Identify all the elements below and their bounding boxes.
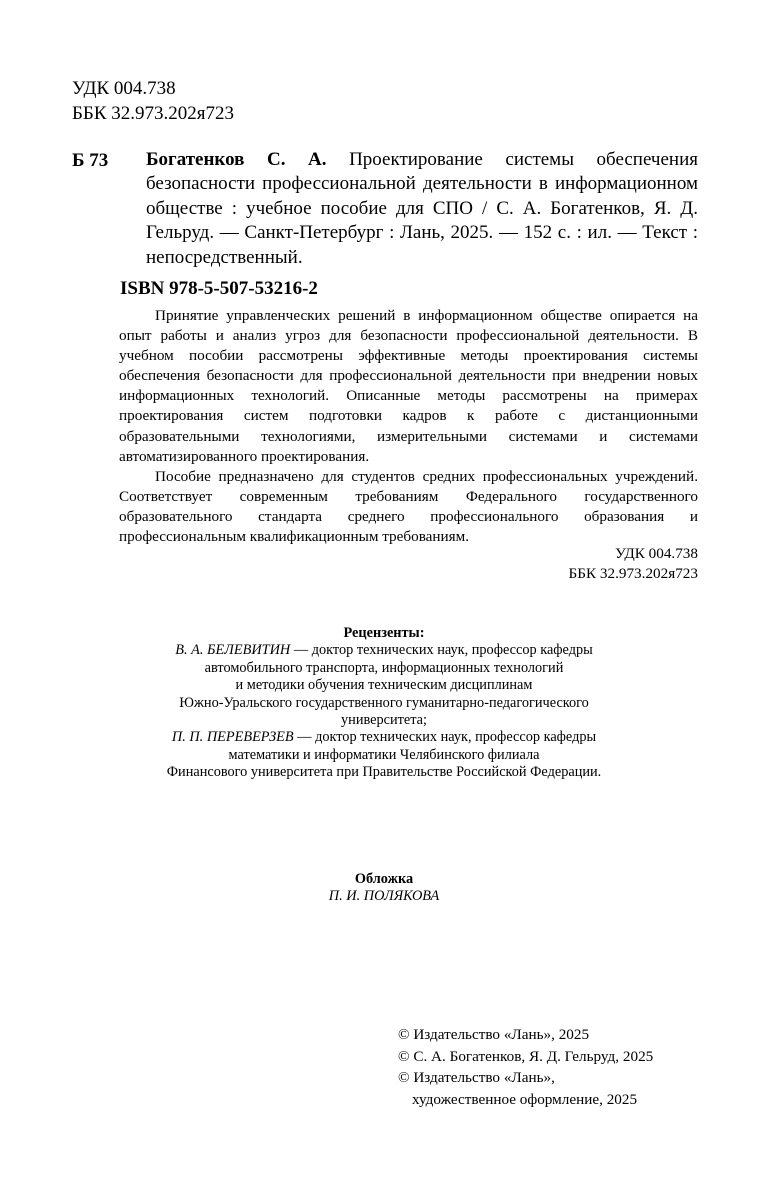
copyright-line-3: © Издательство «Лань», [398, 1069, 555, 1086]
reviewer-1-line-3: и методики обучения техническим дисциплинам [235, 677, 533, 694]
reviewer-2-line-3: Финансового университета при Правительстве Российской Федерации. [166, 764, 602, 781]
entry-text: Проектирование системы обеспечения безопасности профессиональной деятельности в информационном обществе : учебное пособие для СПО / С. А. Богатенков, Я. Д. Гельруд. — Санкт-Петербург : Лань, 2025. — 152 с. : ил. — Текст : непосредственный. [146, 149, 698, 268]
reviewer-2-line-2: математики и информатики Челябинского филиала [228, 746, 540, 763]
reviewers-heading: Рецензенты: [343, 625, 425, 641]
reviewer-1-line-5: университета; [341, 712, 427, 729]
reviewer-2-title: — доктор технических наук, профессор кафедры [293, 729, 597, 746]
reviewer-2-name: П. П. ПЕРЕВЕРЗЕВ [171, 729, 294, 746]
cover-designer: П. И. ПОЛЯКОВА [328, 888, 440, 905]
reviewer-1-title: — доктор технических наук, профессор кафедры [290, 642, 593, 659]
reviewer-1-line-4: Южно-Уральского государственного гуманитарно-педагогического [179, 694, 589, 711]
copyright-block [398, 1024, 653, 1110]
annotation-paragraph-2: Пособие предназначено для студентов средних профессиональных учреждений. Соответствует современным требованиям Федерального государственного образовательного стандарта среднего профессионального образования и профессиональным квалификационным требованиям. [119, 467, 698, 546]
copyright-line-2: © С. А. Богатенков, Я. Д. Гельруд, 2025 [398, 1047, 654, 1065]
udk-code-right: УДК 004.738 [615, 545, 698, 562]
reviewer-1-line-2: автомобильного транспорта, информационных технологий [204, 659, 564, 676]
annotation-paragraph-1: Принятие управленческих решений в информационном обществе опирается на опыт работы и анализ угроз для безопасности профессиональной деятельности. В учебном пособии рассмотрены эффективные методы проектирования системы обеспечения безопасности для профессиональной деятельности при внедрении новых информационных технологий. Описанные методы рассмотрены на примерах проектирования систем подготовки кадров к работе с дистанционными образовательными технологиями, измерительными системами и системами автоматизированного проектирования. [119, 307, 698, 465]
reviewers-block [119, 625, 649, 782]
copyright-line-4: художественное оформление, 2025 [412, 1090, 638, 1108]
reviewer-2-line-1 [119, 729, 649, 746]
classification-codes-right [569, 544, 698, 584]
isbn: ISBN 978-5-507-53216-2 [120, 278, 318, 299]
classification-codes [72, 76, 234, 126]
udk-code: УДК 004.738 [72, 78, 176, 99]
annotation [119, 306, 698, 547]
bibliographic-entry [146, 148, 698, 270]
reviewer-1-line-1 [119, 642, 649, 659]
cover-credit [119, 871, 649, 906]
cover-heading: Обложка [354, 871, 414, 887]
reviewer-1-name: В. А. БЕЛЕВИТИН [175, 642, 291, 659]
copyright-line-1: © Издательство «Лань», 2025 [398, 1026, 590, 1043]
bbk-code-right: ББК 32.973.202я723 [568, 565, 698, 582]
entry-author: Богатенков С. А. [146, 149, 327, 170]
bbk-code: ББК 32.973.202я723 [72, 103, 234, 124]
author-mark: Б 73 [72, 150, 109, 171]
